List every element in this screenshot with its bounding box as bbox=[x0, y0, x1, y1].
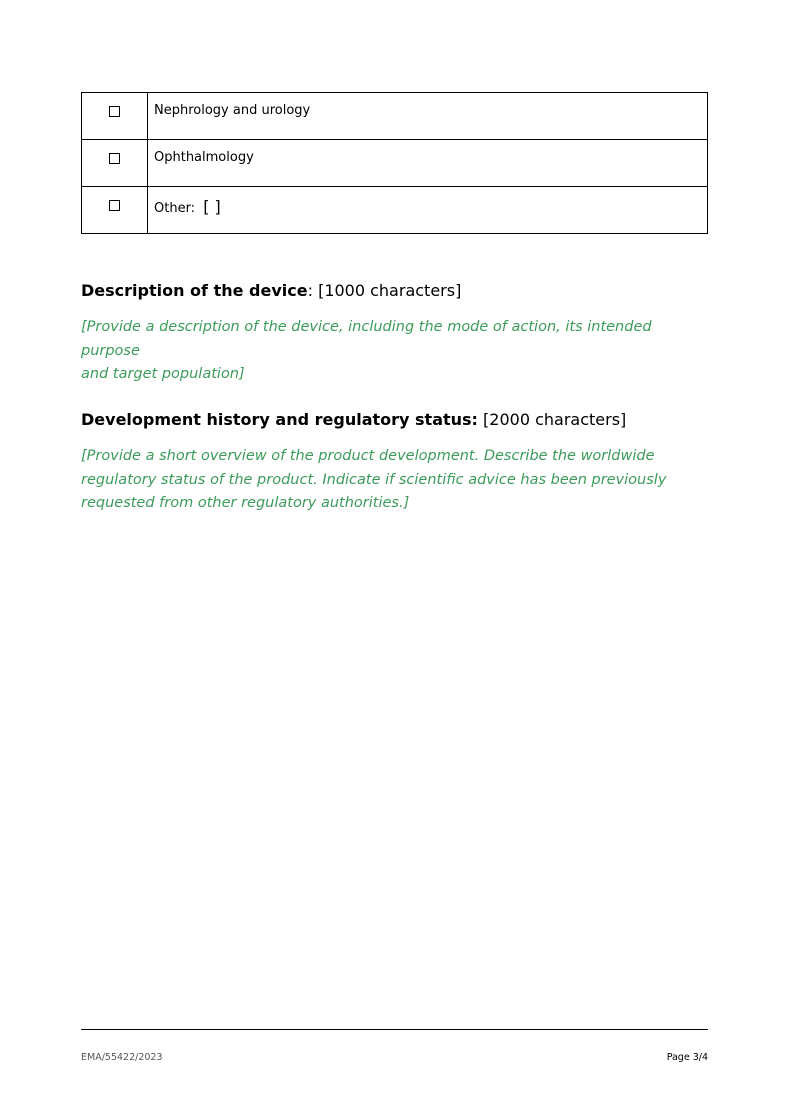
device-description-char-limit: : [1000 characters] bbox=[307, 281, 462, 300]
table-row bbox=[82, 187, 708, 234]
table-row bbox=[82, 93, 708, 140]
label-cell bbox=[148, 187, 708, 234]
ophthalmology-checkbox[interactable] bbox=[109, 153, 120, 164]
other-checkbox[interactable] bbox=[109, 200, 120, 211]
checkbox-cell bbox=[82, 187, 148, 234]
development-history-guidance[interactable]: [Provide a short overview of the product development. Describe the worldwide regulatory status of the product. Indicate if scientific advice has been previously requested from other regulatory authorities.] bbox=[81, 448, 667, 511]
checkbox-cell bbox=[82, 140, 148, 187]
therapeutic-area-table bbox=[81, 92, 708, 234]
other-text-field[interactable]: [ ] bbox=[203, 197, 221, 216]
development-history-heading bbox=[81, 410, 711, 430]
ophthalmology-label: Ophthalmology bbox=[154, 150, 254, 165]
checkbox-cell bbox=[82, 93, 148, 140]
nephrology-label: Nephrology and urology bbox=[154, 103, 311, 118]
device-description-section bbox=[81, 281, 711, 387]
label-cell bbox=[148, 140, 708, 187]
other-row-content bbox=[154, 197, 221, 216]
device-description-heading-bold: Description of the device bbox=[81, 281, 308, 300]
development-history-heading-bold: Development history and regulatory status: bbox=[81, 410, 478, 429]
footer-divider bbox=[81, 1029, 708, 1030]
document-reference: EMA/55422/2023 bbox=[81, 1052, 163, 1063]
device-description-heading bbox=[81, 281, 711, 301]
device-description-guidance[interactable]: [Provide a description of the device, including the mode of action, its intended purpose and target population] bbox=[81, 319, 652, 382]
other-label: Other: bbox=[154, 201, 196, 216]
nephrology-checkbox[interactable] bbox=[109, 106, 120, 117]
development-history-char-limit: [2000 characters] bbox=[477, 410, 627, 429]
page-number: Page 3/4 bbox=[666, 1052, 708, 1063]
label-cell bbox=[148, 93, 708, 140]
development-history-section bbox=[81, 410, 711, 516]
table-row bbox=[82, 140, 708, 187]
